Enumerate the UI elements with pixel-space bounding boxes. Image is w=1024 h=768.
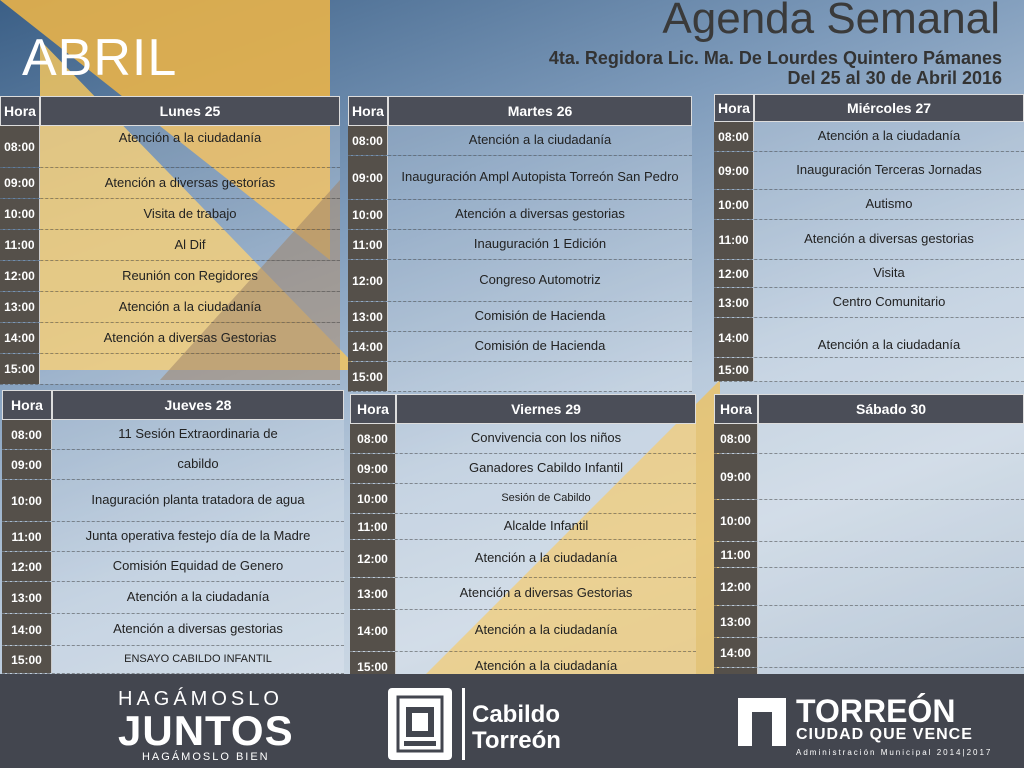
- schedule-row: [0, 168, 340, 199]
- hora-header: Hora: [714, 94, 754, 122]
- event-cell: Visita de trabajo: [40, 199, 340, 229]
- schedule-row: [714, 454, 1024, 500]
- day-table-martes: [348, 96, 692, 392]
- event-cell: Atención a la ciudadanía: [52, 582, 344, 613]
- time-cell: 12:00: [350, 540, 396, 577]
- time-cell: 13:00: [714, 606, 758, 637]
- event-cell: Atención a diversas Gestorias: [396, 578, 696, 609]
- time-cell: 09:00: [348, 156, 388, 199]
- time-cell: 09:00: [714, 454, 758, 499]
- schedule-row: [0, 354, 340, 385]
- day-name: Miércoles 27: [754, 94, 1024, 122]
- day-name: Martes 26: [388, 96, 692, 126]
- date-range: Del 25 al 30 de Abril 2016: [787, 68, 1002, 88]
- time-cell: 12:00: [714, 260, 754, 287]
- time-cell: 10:00: [714, 500, 758, 541]
- event-cell: Sesión de Cabildo: [396, 484, 696, 513]
- schedule-row: [714, 122, 1024, 152]
- schedule-row: [714, 542, 1024, 568]
- event-cell: Inaguración planta tratadora de agua: [52, 480, 344, 521]
- schedule-row: [350, 514, 696, 540]
- time-cell: 10:00: [0, 199, 40, 229]
- event-cell: Atención a la ciudadanía: [40, 292, 340, 322]
- event-cell: Atención a diversas gestorias: [388, 200, 692, 229]
- schedule-row: [714, 190, 1024, 220]
- schedule-row: [348, 302, 692, 332]
- time-cell: 10:00: [348, 200, 388, 229]
- hora-header: Hora: [714, 394, 758, 424]
- schedule-row: [348, 230, 692, 260]
- schedule-row: [714, 500, 1024, 542]
- event-cell: [758, 638, 1024, 667]
- day-table-viernes: [350, 394, 696, 682]
- time-cell: 11:00: [350, 514, 396, 539]
- schedule-row: [0, 261, 340, 292]
- schedule-row: [350, 610, 696, 652]
- event-cell: Congreso Automotriz: [388, 260, 692, 301]
- time-cell: 14:00: [714, 638, 758, 667]
- day-header: [348, 96, 692, 126]
- schedule-row: [350, 454, 696, 484]
- event-cell: cabildo: [52, 450, 344, 479]
- event-cell: [758, 606, 1024, 637]
- schedule-row: [714, 220, 1024, 260]
- schedule-row: [2, 552, 344, 582]
- time-cell: 11:00: [714, 542, 758, 567]
- time-cell: 15:00: [2, 646, 52, 673]
- hora-header: Hora: [350, 394, 396, 424]
- time-cell: 08:00: [714, 424, 758, 453]
- event-cell: [758, 424, 1024, 453]
- event-cell: Comisión de Hacienda: [388, 302, 692, 331]
- event-cell: Visita: [754, 260, 1024, 287]
- event-cell: Junta operativa festejo día de la Madre: [52, 522, 344, 551]
- event-cell: 11 Sesión Extraordinaria de: [52, 420, 344, 449]
- cabildo-text-line1: Cabildo: [472, 701, 560, 728]
- schedule-row: [2, 450, 344, 480]
- schedule-row: [348, 362, 692, 392]
- time-cell: 10:00: [350, 484, 396, 513]
- event-cell: [758, 500, 1024, 541]
- torreon-logo: [796, 693, 993, 757]
- time-cell: 08:00: [2, 420, 52, 449]
- event-cell: Reunión con Regidores: [40, 261, 340, 291]
- schedule-row: [714, 152, 1024, 190]
- hagamoslo-juntos-logo: [118, 688, 294, 763]
- time-cell: 11:00: [714, 220, 754, 259]
- month-title: ABRIL: [22, 29, 178, 87]
- time-cell: 11:00: [348, 230, 388, 259]
- event-cell: Centro Comunitario: [754, 288, 1024, 317]
- schedule-row: [2, 582, 344, 614]
- time-cell: 10:00: [2, 480, 52, 521]
- time-cell: 08:00: [350, 424, 396, 453]
- time-cell: 08:00: [348, 126, 388, 155]
- torreon-text-admin: Administración Municipal 2014|2017: [796, 748, 993, 757]
- cabildo-torreon-logo: [472, 702, 561, 754]
- event-cell: Atención a la ciudadanía: [396, 610, 696, 651]
- schedule-row: [348, 126, 692, 156]
- event-cell: [388, 362, 692, 391]
- time-cell: 13:00: [348, 302, 388, 331]
- time-cell: 12:00: [2, 552, 52, 581]
- day-header: [714, 94, 1024, 122]
- schedule-row: [714, 288, 1024, 318]
- time-cell: 10:00: [714, 190, 754, 219]
- hora-header: Hora: [348, 96, 388, 126]
- time-cell: 14:00: [350, 610, 396, 651]
- event-cell: [754, 358, 1024, 381]
- event-cell: Atención a la ciudadanía: [396, 540, 696, 577]
- event-cell: [758, 542, 1024, 567]
- schedule-row: [714, 568, 1024, 606]
- event-cell: Inauguración Ampl Autopista Torreón San Pedro: [388, 156, 692, 199]
- torreon-text-main: TORREÓN: [796, 693, 956, 729]
- page-title: Agenda Semanal: [662, 0, 1000, 43]
- event-cell: Comisión de Hacienda: [388, 332, 692, 361]
- schedule-row: [714, 358, 1024, 382]
- day-name: Sábado 30: [758, 394, 1024, 424]
- schedule-row: [0, 199, 340, 230]
- event-cell: Ganadores Cabildo Infantil: [396, 454, 696, 483]
- schedule-row: [714, 424, 1024, 454]
- schedule-row: [2, 522, 344, 552]
- footer-divider: [462, 688, 465, 760]
- hora-header: Hora: [0, 96, 40, 126]
- schedule-row: [350, 540, 696, 578]
- event-cell: Atención a diversas gestorias: [754, 220, 1024, 259]
- day-header: [714, 394, 1024, 424]
- schedule-row: [714, 260, 1024, 288]
- page-subtitle: 4ta. Regidora Lic. Ma. De Lourdes Quintero Pámanes: [548, 48, 1002, 68]
- schedule-row: [0, 292, 340, 323]
- event-cell: Al Dif: [40, 230, 340, 260]
- event-cell: Autismo: [754, 190, 1024, 219]
- event-cell: Comisión Equidad de Genero: [52, 552, 344, 581]
- schedule-row: [714, 638, 1024, 668]
- event-cell: Atención a la ciudadanía: [754, 122, 1024, 151]
- event-cell: Atención a diversas gestorias: [52, 614, 344, 645]
- logo-text-bottom: HAGÁMOSLO BIEN: [141, 751, 270, 763]
- time-cell: 12:00: [0, 261, 40, 291]
- time-cell: 15:00: [714, 358, 754, 381]
- day-table-sabado: [714, 394, 1024, 694]
- time-cell: 08:00: [0, 126, 40, 167]
- time-cell: 14:00: [714, 318, 754, 357]
- schedule-row: [348, 260, 692, 302]
- time-cell: 09:00: [350, 454, 396, 483]
- time-cell: 12:00: [714, 568, 758, 605]
- day-table-miercoles: [714, 94, 1024, 382]
- event-cell: Convivencia con los niños: [396, 424, 696, 453]
- city-seal-icon: [388, 688, 452, 760]
- schedule-row: [2, 480, 344, 522]
- event-cell: ENSAYO CABILDO INFANTIL: [52, 646, 344, 673]
- time-cell: 15:00: [348, 362, 388, 391]
- hora-header: Hora: [2, 390, 52, 420]
- event-cell: [758, 568, 1024, 605]
- day-name: Viernes 29: [396, 394, 696, 424]
- time-cell: 09:00: [714, 152, 754, 189]
- event-cell: Atención a la ciudadanía: [396, 652, 696, 681]
- time-cell: 13:00: [350, 578, 396, 609]
- time-cell: 09:00: [0, 168, 40, 198]
- time-cell: 13:00: [2, 582, 52, 613]
- day-header: [0, 96, 340, 126]
- schedule-row: [2, 646, 344, 674]
- event-cell: Alcalde Infantil: [396, 514, 696, 539]
- schedule-row: [714, 606, 1024, 638]
- cabildo-text-line2: Torreón: [472, 727, 561, 754]
- time-cell: 15:00: [0, 354, 40, 384]
- schedule-row: [350, 484, 696, 514]
- schedule-row: [0, 323, 340, 354]
- torreon-text-sub: CIUDAD QUE VENCE: [796, 726, 973, 743]
- schedule-row: [348, 156, 692, 200]
- schedule-row: [0, 126, 340, 168]
- time-cell: 15:00: [350, 652, 396, 681]
- event-cell: Atención a la ciudadanía: [388, 126, 692, 155]
- schedule-row: [2, 614, 344, 646]
- time-cell: 14:00: [2, 614, 52, 645]
- day-table-lunes: [0, 96, 340, 385]
- time-cell: 09:00: [2, 450, 52, 479]
- time-cell: 11:00: [2, 522, 52, 551]
- event-cell: [40, 354, 340, 384]
- day-table-jueves: [2, 390, 344, 674]
- event-cell: Atención a la ciudadanía: [754, 318, 1024, 357]
- event-cell: [758, 454, 1024, 499]
- logo-text-main: JUNTOS: [118, 707, 294, 754]
- event-cell: Atención a diversas Gestorias: [40, 323, 340, 353]
- torreon-logo-icon: [738, 698, 786, 746]
- schedule-row: [350, 578, 696, 610]
- time-cell: 14:00: [0, 323, 40, 353]
- schedule-row: [2, 420, 344, 450]
- day-header: [2, 390, 344, 420]
- logo-text-top: HAGÁMOSLO: [118, 688, 283, 710]
- event-cell: Atención a diversas gestorías: [40, 168, 340, 198]
- schedule-row: [348, 332, 692, 362]
- schedule-row: [714, 318, 1024, 358]
- schedule-row: [350, 424, 696, 454]
- time-cell: 12:00: [348, 260, 388, 301]
- day-name: Lunes 25: [40, 96, 340, 126]
- time-cell: 08:00: [714, 122, 754, 151]
- day-header: [350, 394, 696, 424]
- time-cell: 14:00: [348, 332, 388, 361]
- time-cell: 11:00: [0, 230, 40, 260]
- day-name: Jueves 28: [52, 390, 344, 420]
- event-cell: Atención a la ciudadanía: [40, 126, 340, 167]
- time-cell: 13:00: [0, 292, 40, 322]
- schedule-row: [0, 230, 340, 261]
- schedule-row: [348, 200, 692, 230]
- event-cell: Inauguración 1 Edición: [388, 230, 692, 259]
- time-cell: 13:00: [714, 288, 754, 317]
- event-cell: Inauguración Terceras Jornadas: [754, 152, 1024, 189]
